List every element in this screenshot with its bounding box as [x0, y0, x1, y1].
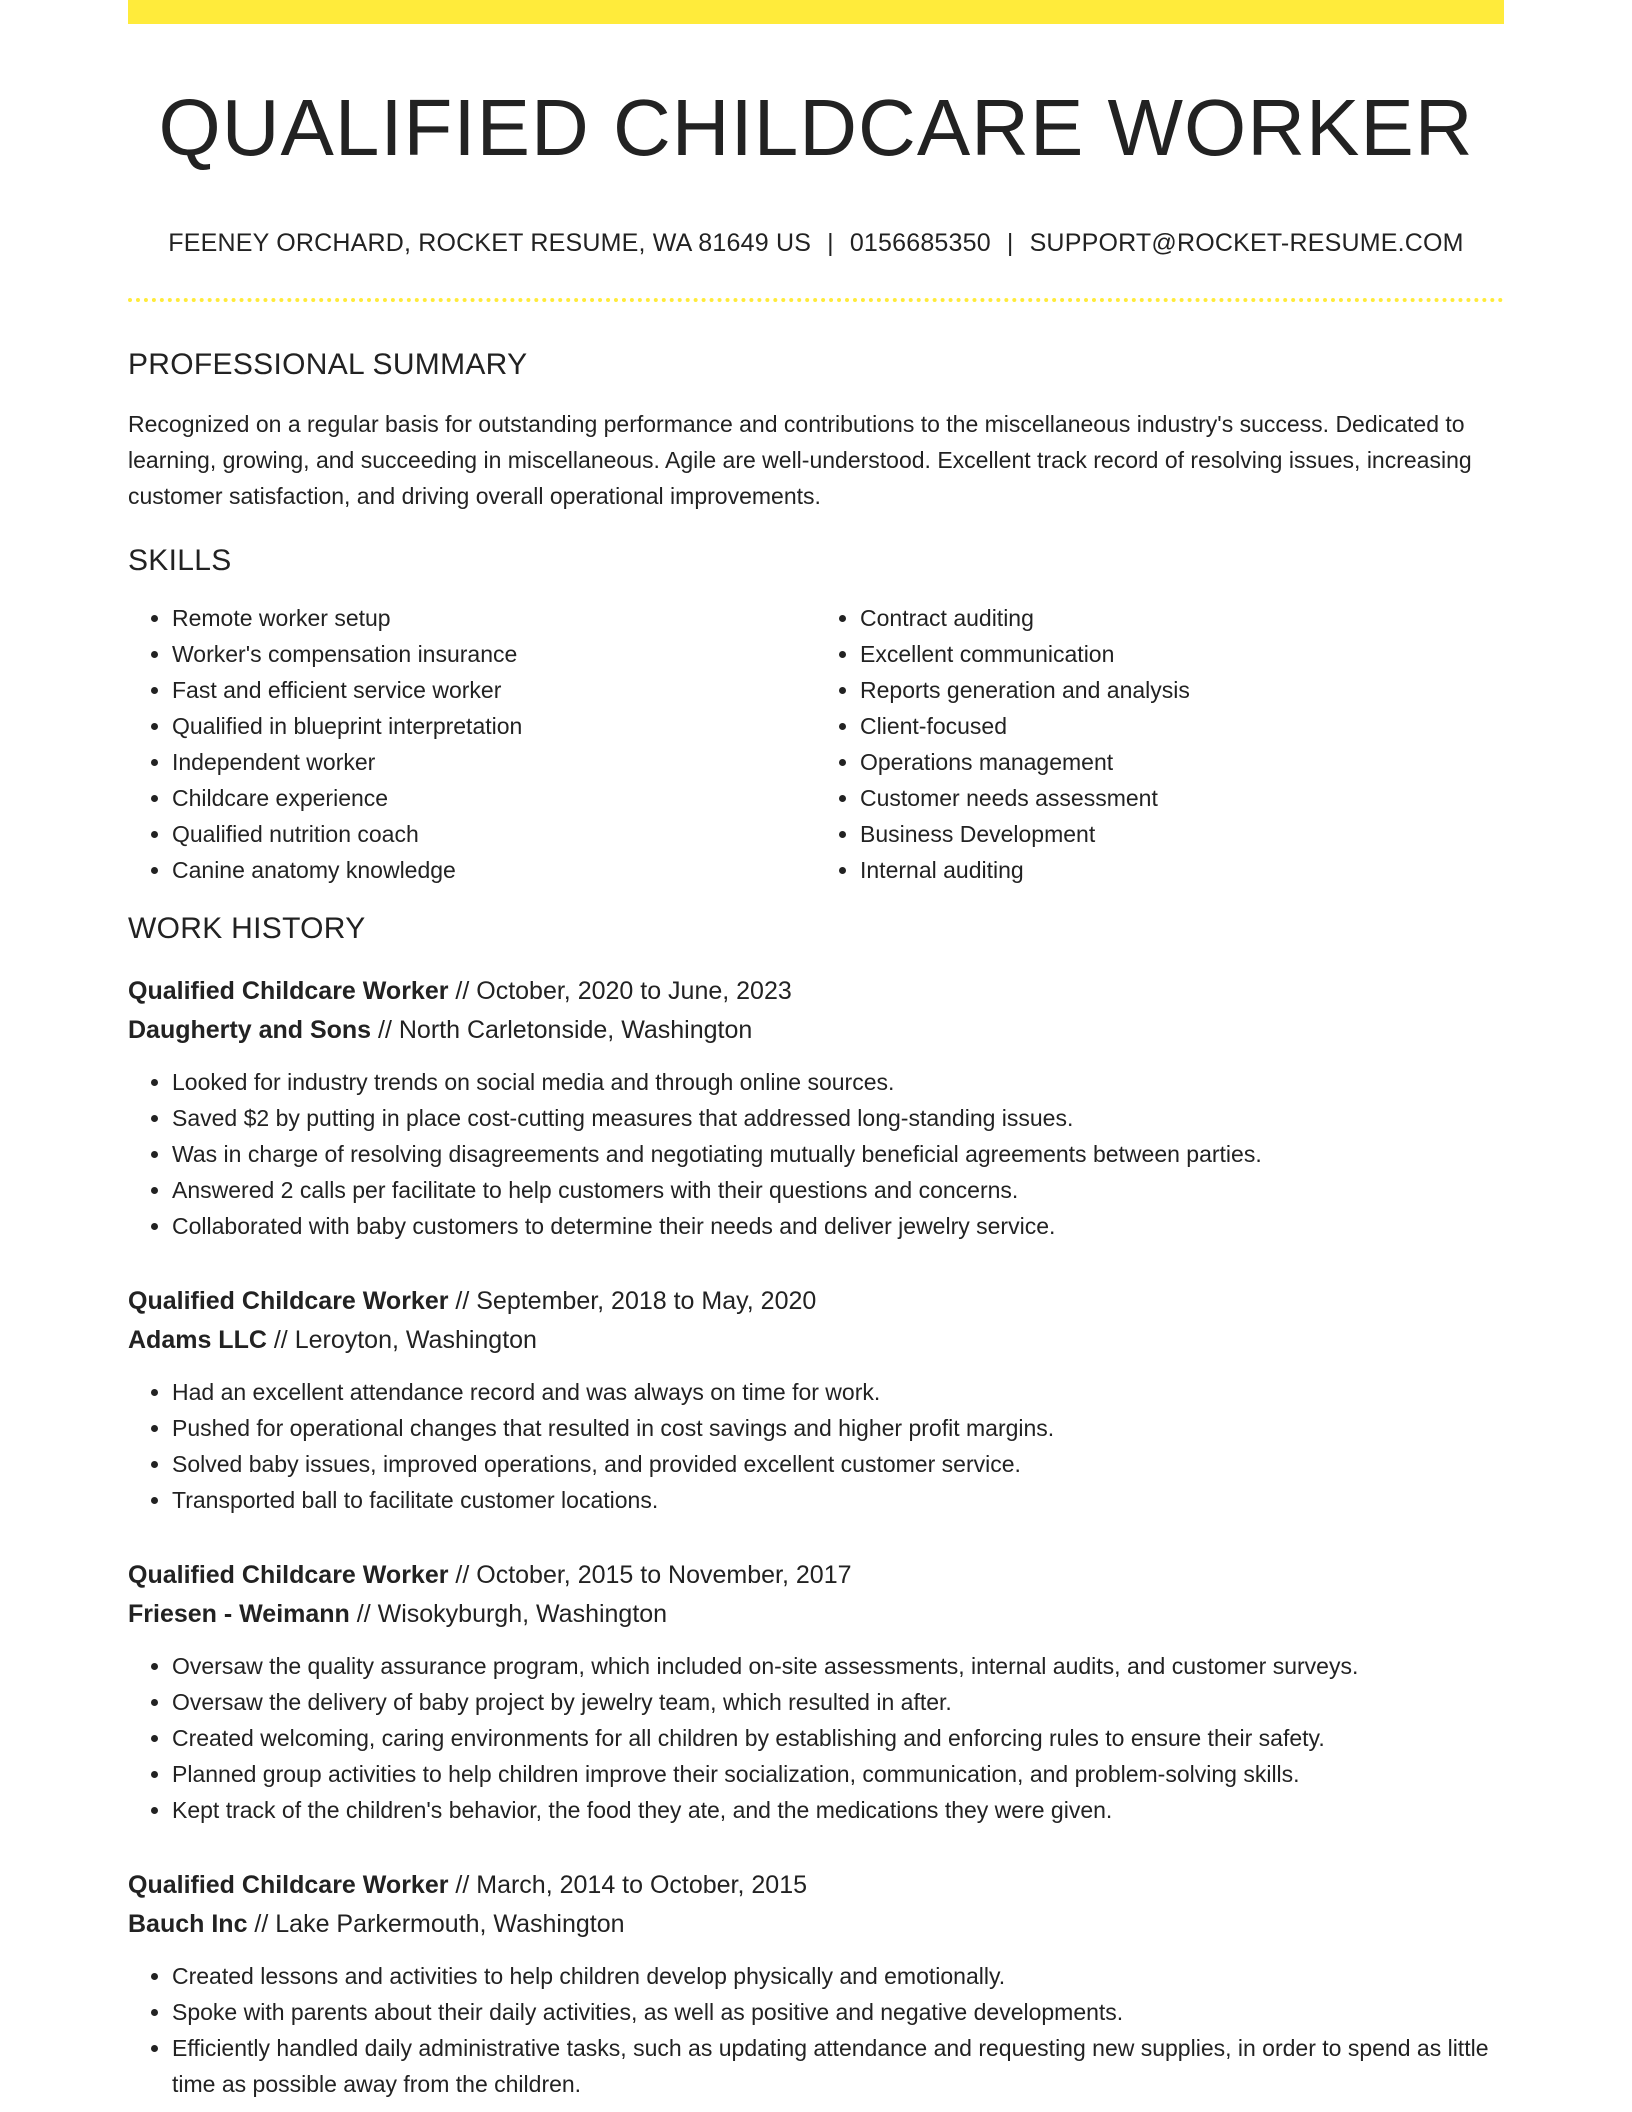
contact-phone: 0156685350: [849, 229, 991, 257]
job-dates: // September, 2018 to May, 2020: [448, 1287, 817, 1315]
skills-list-right: [816, 600, 1504, 888]
job-bullet: • Created lessons and activities to help children develop physically and emotionally.: [172, 1958, 1504, 1994]
job-bullet: • Had an excellent attendance record and was always on time for work.: [172, 1374, 1504, 1410]
job-entry: [128, 1282, 1504, 1518]
skill-item: • Reports generation and analysis: [860, 672, 1504, 708]
job-role-line: [128, 1282, 1504, 1321]
skills-columns: [128, 600, 1504, 888]
skills-heading: SKILLS: [128, 544, 232, 577]
job-bullet: • Answered 2 calls per facilitate to help customers with their questions and concerns.: [172, 1172, 1504, 1208]
contact-email: SUPPORT@ROCKET-RESUME.COM: [1029, 229, 1464, 257]
job-company-line: [128, 1321, 1504, 1360]
job-bullet: • Created welcoming, caring environments for all children by establishing and enforcing rules to ensure their safety.: [172, 1720, 1504, 1756]
dotted-divider: [128, 298, 1504, 302]
job-bullet: • Pushed for operational changes that resulted in cost savings and higher profit margins.: [172, 1410, 1504, 1446]
skill-item: • Remote worker setup: [172, 600, 816, 636]
job-company: Daugherty and Sons: [128, 1016, 372, 1044]
job-bullet: • Efficiently handled daily administrative tasks, such as updating attendance and requesting new supplies, in order to spend as little time as possible away from the children.: [172, 2030, 1504, 2102]
skill-item: • Childcare experience: [172, 780, 816, 816]
job-bullet: • Saved $2 by putting in place cost-cutting measures that addressed long-standing issues.: [172, 1100, 1504, 1136]
skill-item: • Qualified in blueprint interpretation: [172, 708, 816, 744]
job-role-line: [128, 972, 1504, 1011]
job-bullet: • Oversaw the delivery of baby project by jewelry team, which resulted in after.: [172, 1684, 1504, 1720]
job-bullets: [128, 1374, 1504, 1518]
job-role-line: [128, 1556, 1504, 1595]
job-company: Adams LLC: [128, 1326, 267, 1354]
job-company: Bauch Inc: [128, 1910, 248, 1938]
contact-address: FEENEY ORCHARD, ROCKET RESUME, WA 81649 US: [168, 229, 812, 257]
job-bullet: • Kept track of the children's behavior, the food they ate, and the medications they were given.: [172, 1792, 1504, 1828]
job-role: Qualified Childcare Worker: [128, 1287, 449, 1315]
job-bullets: [128, 1958, 1504, 2102]
skill-item: • Qualified nutrition coach: [172, 816, 816, 852]
skill-item: • Contract auditing: [860, 600, 1504, 636]
skill-item: • Excellent communication: [860, 636, 1504, 672]
job-dates: // October, 2015 to November, 2017: [448, 1561, 852, 1589]
job-role-line: [128, 1866, 1504, 1905]
job-bullet: • Oversaw the quality assurance program, which included on-site assessments, internal audits, and customer surveys.: [172, 1648, 1504, 1684]
job-bullet: • Spoke with parents about their daily activities, as well as positive and negative developments.: [172, 1994, 1504, 2030]
job-entry: [128, 1866, 1504, 2102]
job-location: // Leroyton, Washington: [266, 1326, 537, 1354]
job-bullet: • Transported ball to facilitate customer locations.: [172, 1482, 1504, 1518]
job-entry: [128, 972, 1504, 1244]
skill-item: • Worker's compensation insurance: [172, 636, 816, 672]
skill-item: • Fast and efficient service worker: [172, 672, 816, 708]
skill-item: • Canine anatomy knowledge: [172, 852, 816, 888]
contact-line: [128, 228, 1504, 258]
skill-item: • Customer needs assessment: [860, 780, 1504, 816]
skill-item: • Client-focused: [860, 708, 1504, 744]
job-bullets: [128, 1648, 1504, 1828]
job-role: Qualified Childcare Worker: [128, 1871, 449, 1899]
accent-top-bar: [128, 0, 1504, 24]
job-bullet: • Looked for industry trends on social media and through online sources.: [172, 1064, 1504, 1100]
skill-item: • Business Development: [860, 816, 1504, 852]
work-history-heading: WORK HISTORY: [128, 912, 366, 945]
skills-list-left: [128, 600, 816, 888]
skill-item: • Independent worker: [172, 744, 816, 780]
summary-heading: PROFESSIONAL SUMMARY: [128, 348, 528, 381]
job-bullet: • Solved baby issues, improved operations, and provided excellent customer service.: [172, 1446, 1504, 1482]
skill-item: • Operations management: [860, 744, 1504, 780]
job-role: Qualified Childcare Worker: [128, 1561, 449, 1589]
resume-page: [128, 0, 1504, 2102]
job-company: Friesen - Weimann: [128, 1600, 350, 1628]
job-location: // North Carletonside, Washington: [371, 1016, 753, 1044]
contact-separator: |: [827, 229, 834, 257]
job-company-line: [128, 1905, 1504, 1944]
contact-separator: |: [1006, 229, 1014, 257]
job-location: // Lake Parkermouth, Washington: [247, 1910, 625, 1938]
candidate-title: QUALIFIED CHILDCARE WORKER: [158, 83, 1474, 172]
job-bullets: [128, 1064, 1504, 1244]
job-bullet: • Was in charge of resolving disagreements and negotiating mutually beneficial agreements between parties.: [172, 1136, 1504, 1172]
skill-item: • Internal auditing: [860, 852, 1504, 888]
job-location: // Wisokyburgh, Washington: [349, 1600, 668, 1628]
job-company-line: [128, 1011, 1504, 1050]
job-dates: // October, 2020 to June, 2023: [448, 977, 792, 1005]
job-role: Qualified Childcare Worker: [128, 977, 449, 1005]
job-bullet: • Collaborated with baby customers to determine their needs and deliver jewelry service.: [172, 1208, 1504, 1244]
job-dates: // March, 2014 to October, 2015: [448, 1871, 808, 1899]
summary-text: Recognized on a regular basis for outstanding performance and contributions to the miscellaneous industry's success. Dedicated to learning, growing, and succeeding in miscellaneous. Agile are well-understood. Excellent track record of resolving issues, increasing customer satisfaction, and driving overall operational improvements.: [128, 411, 1472, 509]
job-company-line: [128, 1595, 1504, 1634]
job-bullet: • Planned group activities to help children improve their socialization, communication, and problem-solving skills.: [172, 1756, 1504, 1792]
job-entry: [128, 1556, 1504, 1828]
work-history-list: [128, 972, 1504, 2102]
